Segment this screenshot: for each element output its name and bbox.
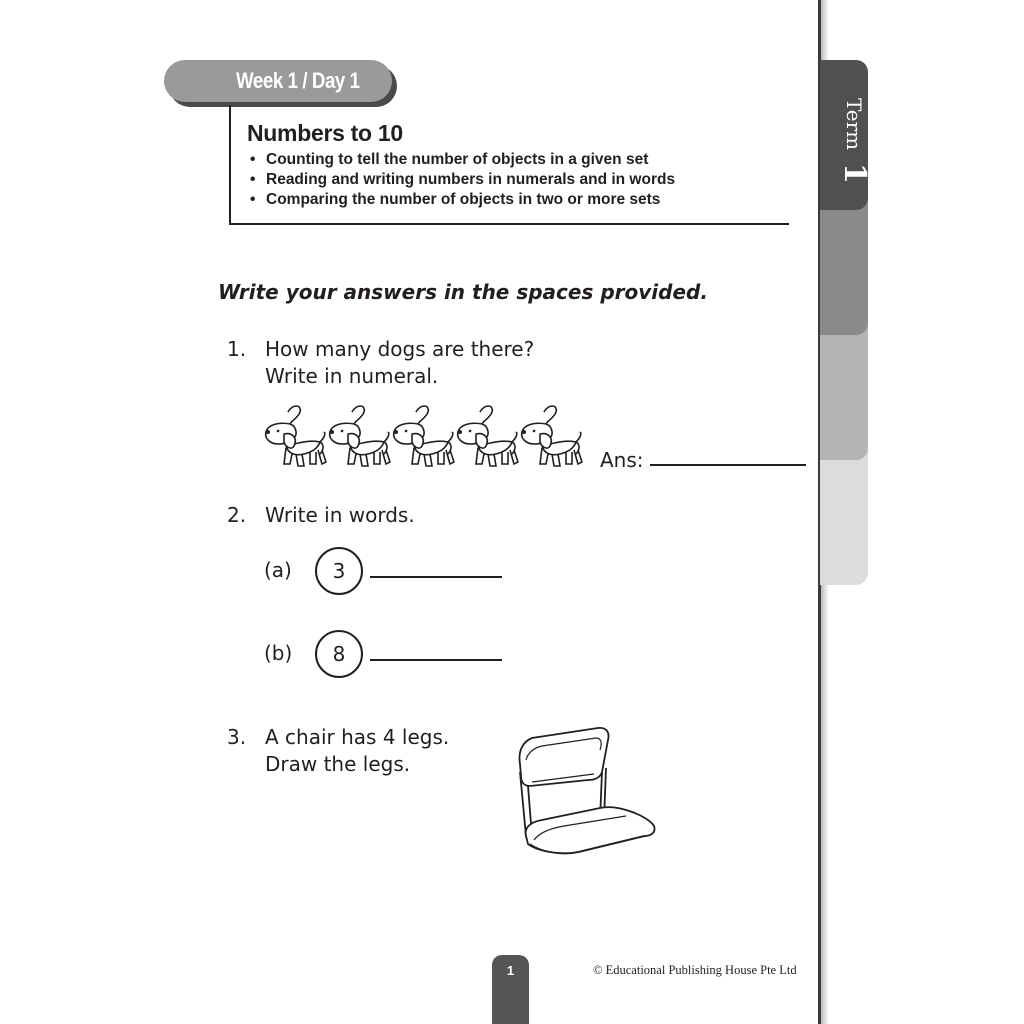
objective-item: • Counting to tell the number of objects in a given set [248, 150, 675, 170]
objective-item: • Reading and writing numbers in numerals and in words [248, 170, 675, 190]
chair-icon[interactable] [508, 724, 660, 860]
page-number: 1 [506, 963, 515, 978]
question-text [265, 336, 534, 390]
question-text [265, 724, 449, 778]
number-circle-b: 8 [315, 630, 363, 678]
number-circle-a: 3 [315, 547, 363, 595]
term-word: Term [842, 98, 866, 151]
question-line: How many dogs are there? [265, 337, 535, 361]
term-tab-1[interactable] [820, 60, 872, 210]
term-tab-4[interactable] [820, 440, 868, 585]
dog-icon [458, 406, 518, 466]
term-tab-3[interactable] [820, 315, 868, 460]
term-label [837, 98, 872, 184]
week-day-label: Week 1 / Day 1 [236, 68, 360, 93]
dog-icon [394, 406, 454, 466]
dog-icon [522, 406, 582, 466]
instruction-text: Write your answers in the spaces provided. [218, 280, 708, 304]
topic-objectives [248, 150, 675, 210]
question-number: 1. [227, 337, 247, 361]
term-tab-2[interactable] [820, 190, 868, 335]
question-line: Draw the legs. [265, 752, 411, 776]
answer-line-2a[interactable] [370, 576, 502, 578]
question-number: 2. [227, 503, 247, 527]
dog-icon [330, 406, 390, 466]
part-b-label: (b) [264, 641, 293, 665]
copyright-text: © Educational Publishing House Pte Ltd [593, 963, 797, 977]
objective-item: • Comparing the number of objects in two or more sets [248, 190, 675, 210]
answer-label: Ans: [600, 448, 644, 472]
topic-title: Numbers to 10 [247, 120, 403, 146]
term-number: 1 [837, 162, 872, 184]
answer-line-q1[interactable] [650, 464, 806, 466]
dog-icon [266, 406, 326, 466]
question-line: Write in numeral. [265, 364, 439, 388]
part-a-label: (a) [264, 558, 292, 582]
question-number: 3. [227, 725, 247, 749]
dogs-group [262, 400, 584, 474]
answer-line-2b[interactable] [370, 659, 502, 661]
question-text: Write in words. [265, 503, 415, 527]
week-day-badge [164, 60, 392, 102]
page-number-tab [492, 955, 529, 1024]
question-line: A chair has 4 legs. [265, 725, 450, 749]
